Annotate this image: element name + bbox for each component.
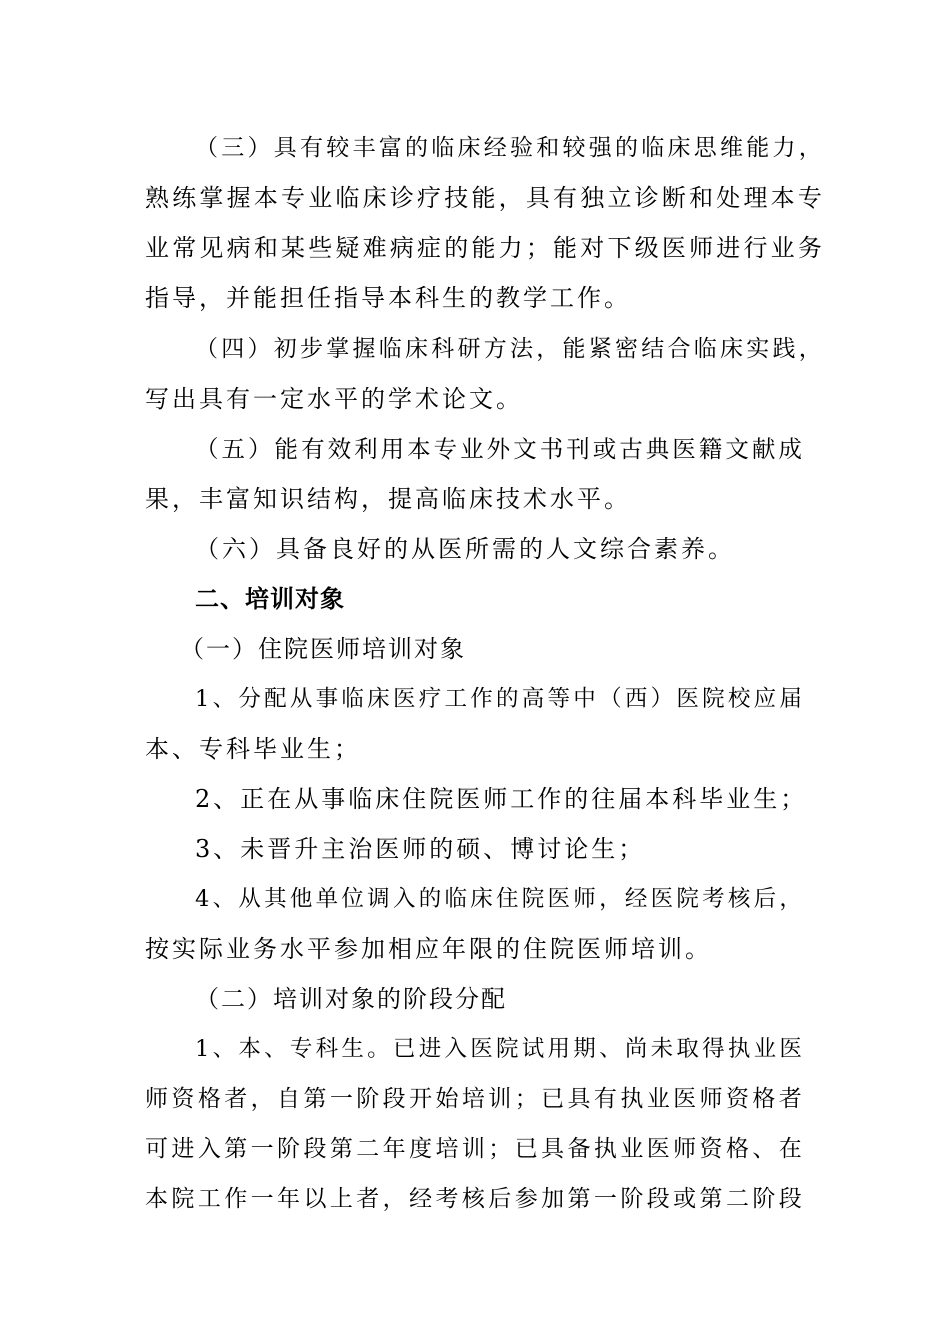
paragraph-line: 3、未晋升主治医师的硕、博讨论生； <box>195 835 646 863</box>
paragraph-line: 2、正在从事临床住院医师工作的往届本科毕业生； <box>195 785 808 813</box>
paragraph-line: 果，丰富知识结构，提高临床技术水平。 <box>145 485 631 513</box>
paragraph-line: （ 五 ） 能 有 效 利 用 本 专 业 外 文 书 刊 或 古 典 医 籍 文 献 成 <box>195 435 805 463</box>
paragraph-line: 1 、 分 配 从 事 临 床 医 疗 工 作 的 高 等 中 （ 西 ） 医 院 校 应 届 <box>195 686 805 712</box>
paragraph-line: 可 进 入 第 一 阶 段 第 二 年 度 培 训 ； 已 具 备 执 业 医 师 资 格 、 在 <box>145 1136 805 1162</box>
subsection-heading: （一）住院医师培训对象 <box>180 635 466 663</box>
paragraph-line: 熟 练 掌 握 本 专 业 临 床 诊 疗 技 能 ， 具 有 独 立 诊 断 和 处 理 本 专 <box>145 184 825 212</box>
paragraph-line: （六）具备良好的从医所需的人文综合素养。 <box>195 535 735 563</box>
paragraph-line: 本 院 工 作 一 年 以 上 者 ， 经 考 核 后 参 加 第 一 阶 段 或 第 二 阶 段 <box>145 1186 805 1212</box>
paragraph-line: 本、专科毕业生； <box>145 735 361 763</box>
paragraph-line: 师 资 格 者 ， 自 第 一 阶 段 开 始 培 训 ； 已 具 有 执 业 医 师 资 格 者 <box>145 1086 805 1112</box>
paragraph-line: 写出具有一定水平的学术论文。 <box>145 385 523 413</box>
paragraph-line: （ 三 ） 具 有 较 丰 富 的 临 床 经 验 和 较 强 的 临 床 思 维 能 力 ， <box>195 135 825 161</box>
paragraph-line: 按实际业务水平参加相应年限的住院医师培训。 <box>145 935 712 963</box>
subsection-heading: （二）培训对象的阶段分配 <box>195 985 507 1013</box>
paragraph-line: 4 、 从 其 他 单 位 调 入 的 临 床 住 院 医 师 ， 经 医 院 考 核 后 ， <box>195 886 805 912</box>
paragraph-line: （ 四 ） 初 步 掌 握 临 床 科 研 方 法 ， 能 紧 密 结 合 临 床 实 践 ， <box>195 336 825 362</box>
paragraph-line: 1 、 本 、 专 科 生 。 已 进 入 医 院 试 用 期 、 尚 未 取 得 执 业 医 <box>195 1036 805 1062</box>
paragraph-line: 指导，并能担任指导本科生的教学工作。 <box>145 284 631 312</box>
section-heading: 二、培训对象 <box>195 585 345 613</box>
paragraph-line: 业 常 见 病 和 某 些 疑 难 病 症 的 能 力 ； 能 对 下 级 医 师 进 行 业 务 <box>145 234 825 262</box>
